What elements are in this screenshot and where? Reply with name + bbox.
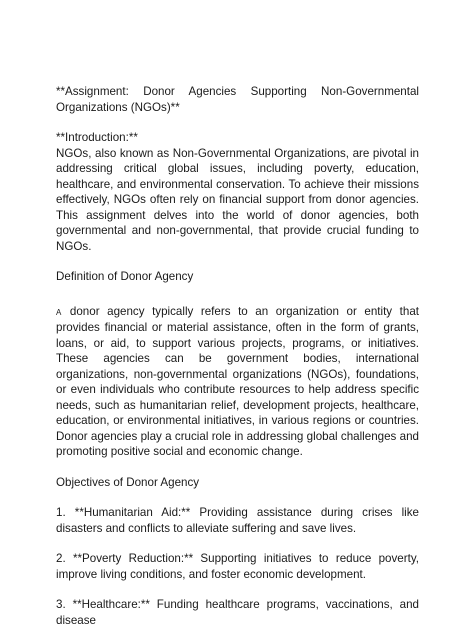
assignment-title-line-1: **Assignment: Donor Agencies Supporting Non-Governmental: [56, 85, 419, 98]
introduction-heading: **Introduction:**: [56, 131, 138, 144]
objective-item-humanitarian: 1. **Humanitarian Aid:** Providing assistance during crises like disasters and conflicts to alleviate suffering and save lives.: [56, 506, 419, 535]
definition-paragraph: [56, 304, 419, 460]
introduction-paragraph: NGOs, also known as Non-Governmental Organizations, are pivotal in addressing critical global issues, including poverty, education, healthcare, and environmental conservation. To achieve their missions effectively, NGOs often rely on financial support from donor agencies. This assignment delves into the world of donor agencies, both governmental and non-governmental, that provide crucial funding to NGOs.: [56, 146, 419, 253]
document-body: [56, 84, 419, 628]
assignment-title-line-2: Organizations (NGOs)**: [56, 100, 180, 114]
objective-item-healthcare: 3. **Healthcare:** Funding healthcare programs, vaccinations, and disease: [56, 598, 419, 627]
definition-heading: Definition of Donor Agency: [56, 270, 194, 283]
definition-first-letter: A: [56, 307, 63, 317]
objective-item-poverty: 2. **Poverty Reduction:** Supporting initiatives to reduce poverty, improve living conditions, and foster economic development.: [56, 552, 419, 581]
definition-text: donor agency typically refers to an organization or entity that provides financial or material assistance, often in the form of grants, loans, or aid, to support various projects, programs, or initiatives. These agencies can be government bodies, international organizations, non-governmental organizations (NGOs), foundations, or even individuals who contribute resources to help address specific needs, such as humanitarian relief, development projects, healthcare, education, or environmental initiatives, in various regions or countries. Donor agencies play a crucial role in addressing global challenges and promoting positive social and economic change.: [56, 304, 419, 458]
objectives-heading: Objectives of Donor Agency: [56, 475, 200, 489]
